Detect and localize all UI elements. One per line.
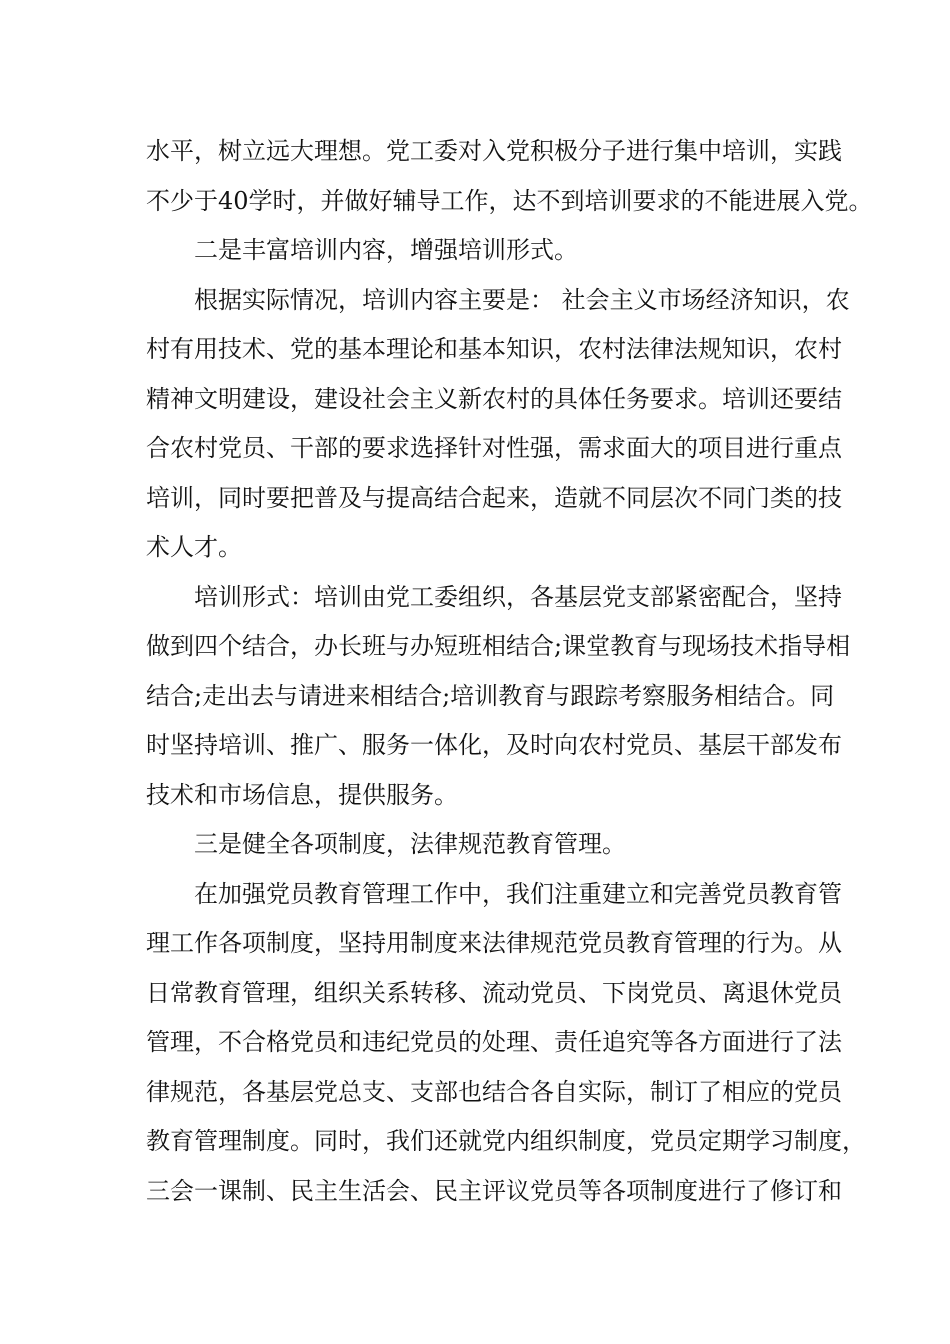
text-line: 三会一课制、民主生活会、民主评议党员等各项制度进行了修订和 [146,1176,842,1205]
text-line: 水平，树立远大理想。党工委对入党积极分子进行集中培训，实践 [146,137,842,165]
text-line: 做到四个结合，办长班与办短班相结合;课堂教育与现场技术指导相 [146,632,851,660]
text-line: 教育管理制度。同时，我们还就党内组织制度，党员定期学习制度， [146,1127,866,1155]
text-line: 培训，同时要把普及与提高结合起来，造就不同层次不同门类的技 [146,483,842,512]
text-line: 精神文明建设，建设社会主义新农村的具体任务要求。培训还要结 [146,384,842,413]
text-line: 三是健全各项制度，法律规范教育管理。 [194,830,626,858]
text-line: 根据实际情况，培训内容主要是： 社会主义市场经济知识，农 [194,285,850,314]
text-line: 术人才。 [146,533,242,561]
text-line: 理工作各项制度，坚持用制度来法律规范党员教育管理的行为。从 [146,929,842,957]
text-line: 不少于40学时，并做好辅导工作，达不到培训要求的不能进展入党。 [146,186,873,215]
text-line: 日常教育管理，组织关系转移、流动党员、下岗党员、离退休党员 [146,978,842,1007]
text-line: 管理，不合格党员和违纪党员的处理、责任追究等各方面进行了法 [146,1028,842,1056]
text-line: 时坚持培训、推广、服务一体化，及时向农村党员、基层干部发布 [146,731,842,759]
text-line: 合农村党员、干部的要求选择针对性强，需求面大的项目进行重点 [146,434,842,462]
body-text [146,133,873,1222]
text-line: 村有用技术、党的基本理论和基本知识，农村法律法规知识，农村 [146,335,842,363]
text-line: 二是丰富培训内容，增强培训形式。 [194,236,578,264]
text-line: 技术和市场信息，提供服务。 [146,780,458,809]
text-line: 培训形式：培训由党工委组织，各基层党支部紧密配合，坚持 [194,582,842,611]
text-line: 律规范，各基层党总支、支部也结合各自实际，制订了相应的党员 [146,1077,842,1106]
text-line: 在加强党员教育管理工作中，我们注重建立和完善党员教育管 [194,879,842,908]
text-line: 结合;走出去与请进来相结合;培训教育与跟踪考察服务相结合。同 [146,681,835,710]
